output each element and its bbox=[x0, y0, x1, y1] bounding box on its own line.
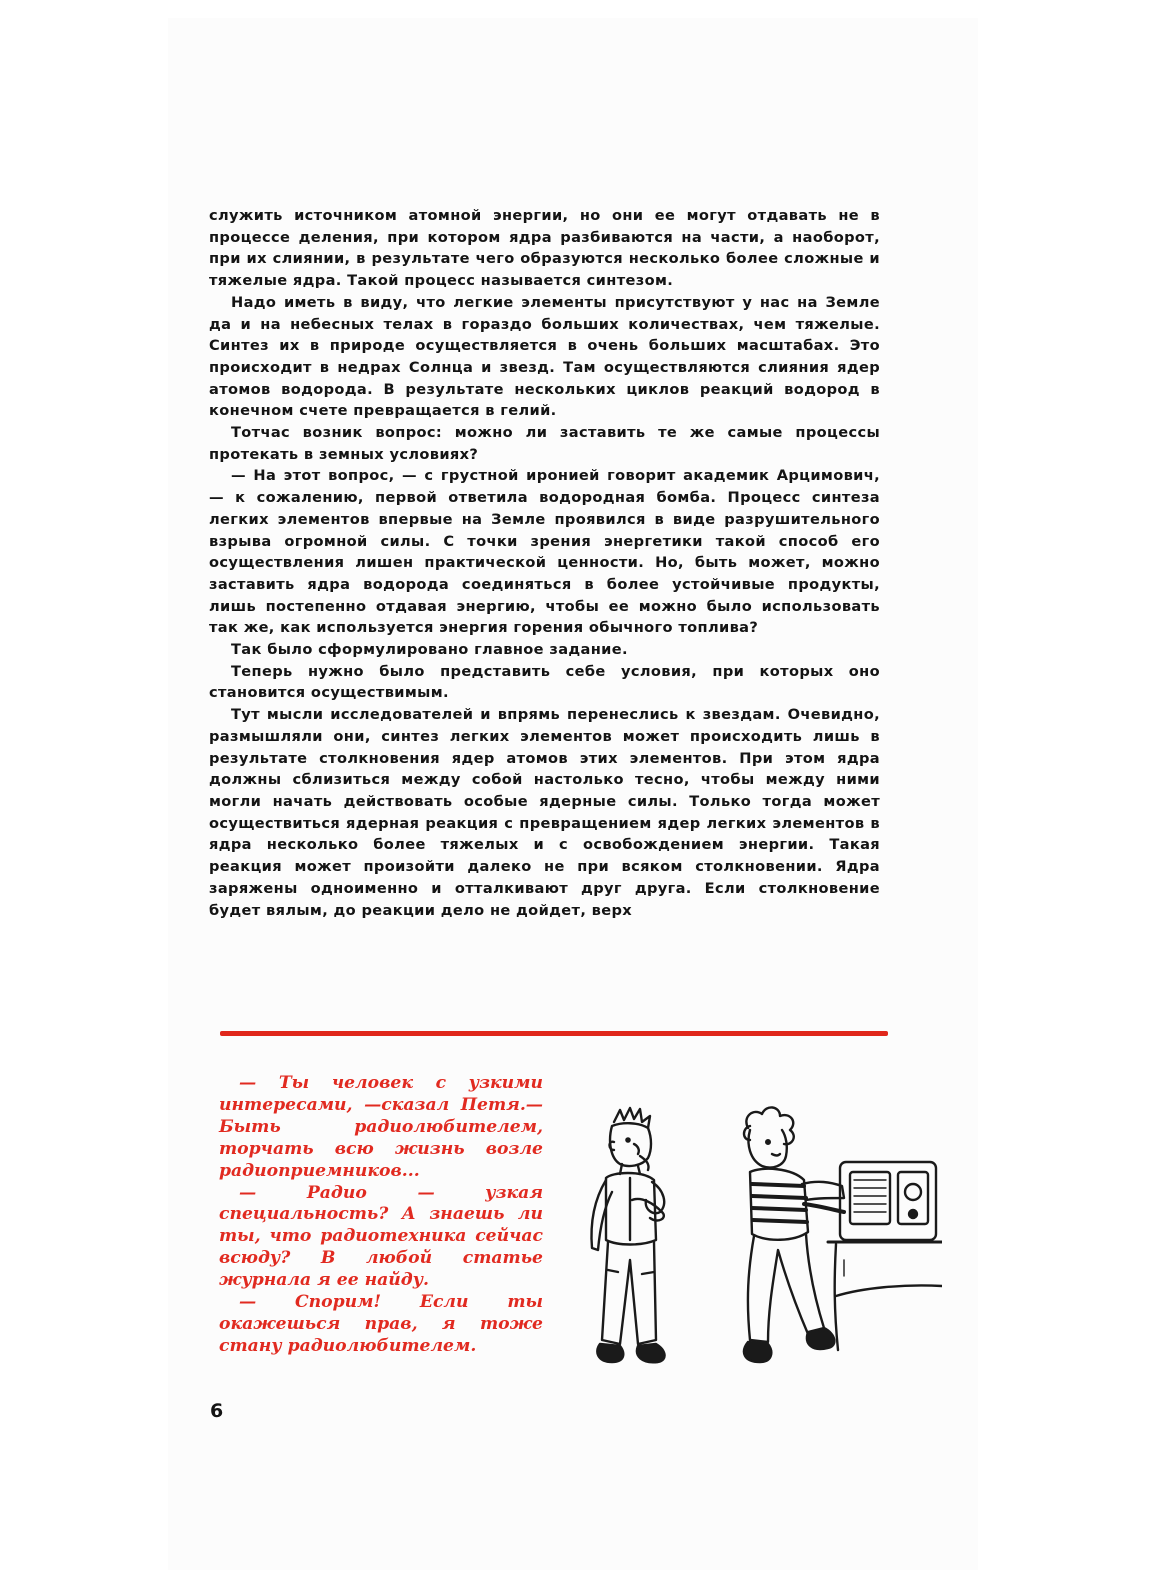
article-paragraph: Надо иметь в виду, что легкие элементы присутствуют у нас на Земле да и на небесных телах в гораздо больших количествах, чем тяжелые. Синтез их в природе осуществляется в очень больших масштабах. Это происходит в недрах Солнца и звезд. Там осуществляются слияния ядер атомов водорода. В результате нескольких циклов реакций водород в конечном счете превращается в гелий. bbox=[209, 293, 880, 420]
article-paragraph: Так было сформулировано главное задание. bbox=[231, 641, 628, 659]
dialogue-line: — Спорим! Если ты окажешься прав, я тоже стану радиолюбителем. bbox=[219, 1292, 543, 1356]
right-boy-figure bbox=[744, 1107, 844, 1362]
red-divider bbox=[220, 1031, 888, 1036]
article-paragraph: служить источником атомной энергии, но они ее могут отдавать не в процессе деления, при котором ядра разбиваются на части, а наоборот, при их слиянии, в результате чего образуются несколько более сложные и тяжелые ядра. Такой процесс называется синтезом. bbox=[209, 207, 880, 290]
article-paragraph: — На этот вопрос, — с грустной иронией говорит академик Арцимович, — к сожалению, первой ответила водородная бомба. Процесс синтеза легких элементов впервые на Земле проявился в виде разрушительного взрыва огромной силы. С точки зрения энергетики такой способ его осуществления лишен практической ценности. Но, быть может, можно заставить ядра водорода соединяться в более устойчивые продукты, лишь постепенно отдавая энергию, чтобы ее можно было использовать так же, как используется энергия горения обычного топлива? bbox=[209, 467, 880, 637]
article-paragraph: Теперь нужно было представить себе условия, при которых оно становится осуществимым. bbox=[209, 662, 880, 702]
two-boys-radio-cartoon-icon bbox=[572, 1100, 942, 1385]
dialogue-line: — Ты человек с узкими интересами, —сказал Петя.— Быть радиолюбителем, торчать всю жизнь возле радиоприемников... bbox=[219, 1073, 543, 1181]
article-paragraph: Тотчас возник вопрос: можно ли заставить те же самые процессы протекать в земных условиях? bbox=[209, 424, 880, 463]
dialogue-line: — Радио — узкая специальность? А знаешь ли ты, что радиотехника сейчас всюду? В любой статье журнала я ее найду. bbox=[219, 1182, 543, 1291]
article-body bbox=[209, 205, 880, 921]
left-boy-figure bbox=[592, 1108, 665, 1362]
sidebar-dialogue bbox=[219, 1073, 543, 1358]
page-number: 6 bbox=[210, 1400, 224, 1422]
article-paragraph: Тут мысли исследователей и впрямь перенеслись к звездам. Очевидно, размышляли они, синтез легких элементов может происходить лишь в результате столкновения ядер атомов этих элементов. При этом ядра должны сблизиться между собой настолько тесно, чтобы между ними могли начать действовать особые ядерные силы. Только тогда может осуществиться ядерная реакция с превращением ядер легких элементов в ядра несколько более тяжелых и с освобождением энергии. Такая реакция может произойти далеко не при всяком столкновении. Ядра заряжены одноименно и отталкивают друг друга. Если столкновение будет вялым, до реакции дело не дойдет, верх bbox=[209, 706, 880, 919]
radio-receiver-figure bbox=[828, 1162, 942, 1350]
